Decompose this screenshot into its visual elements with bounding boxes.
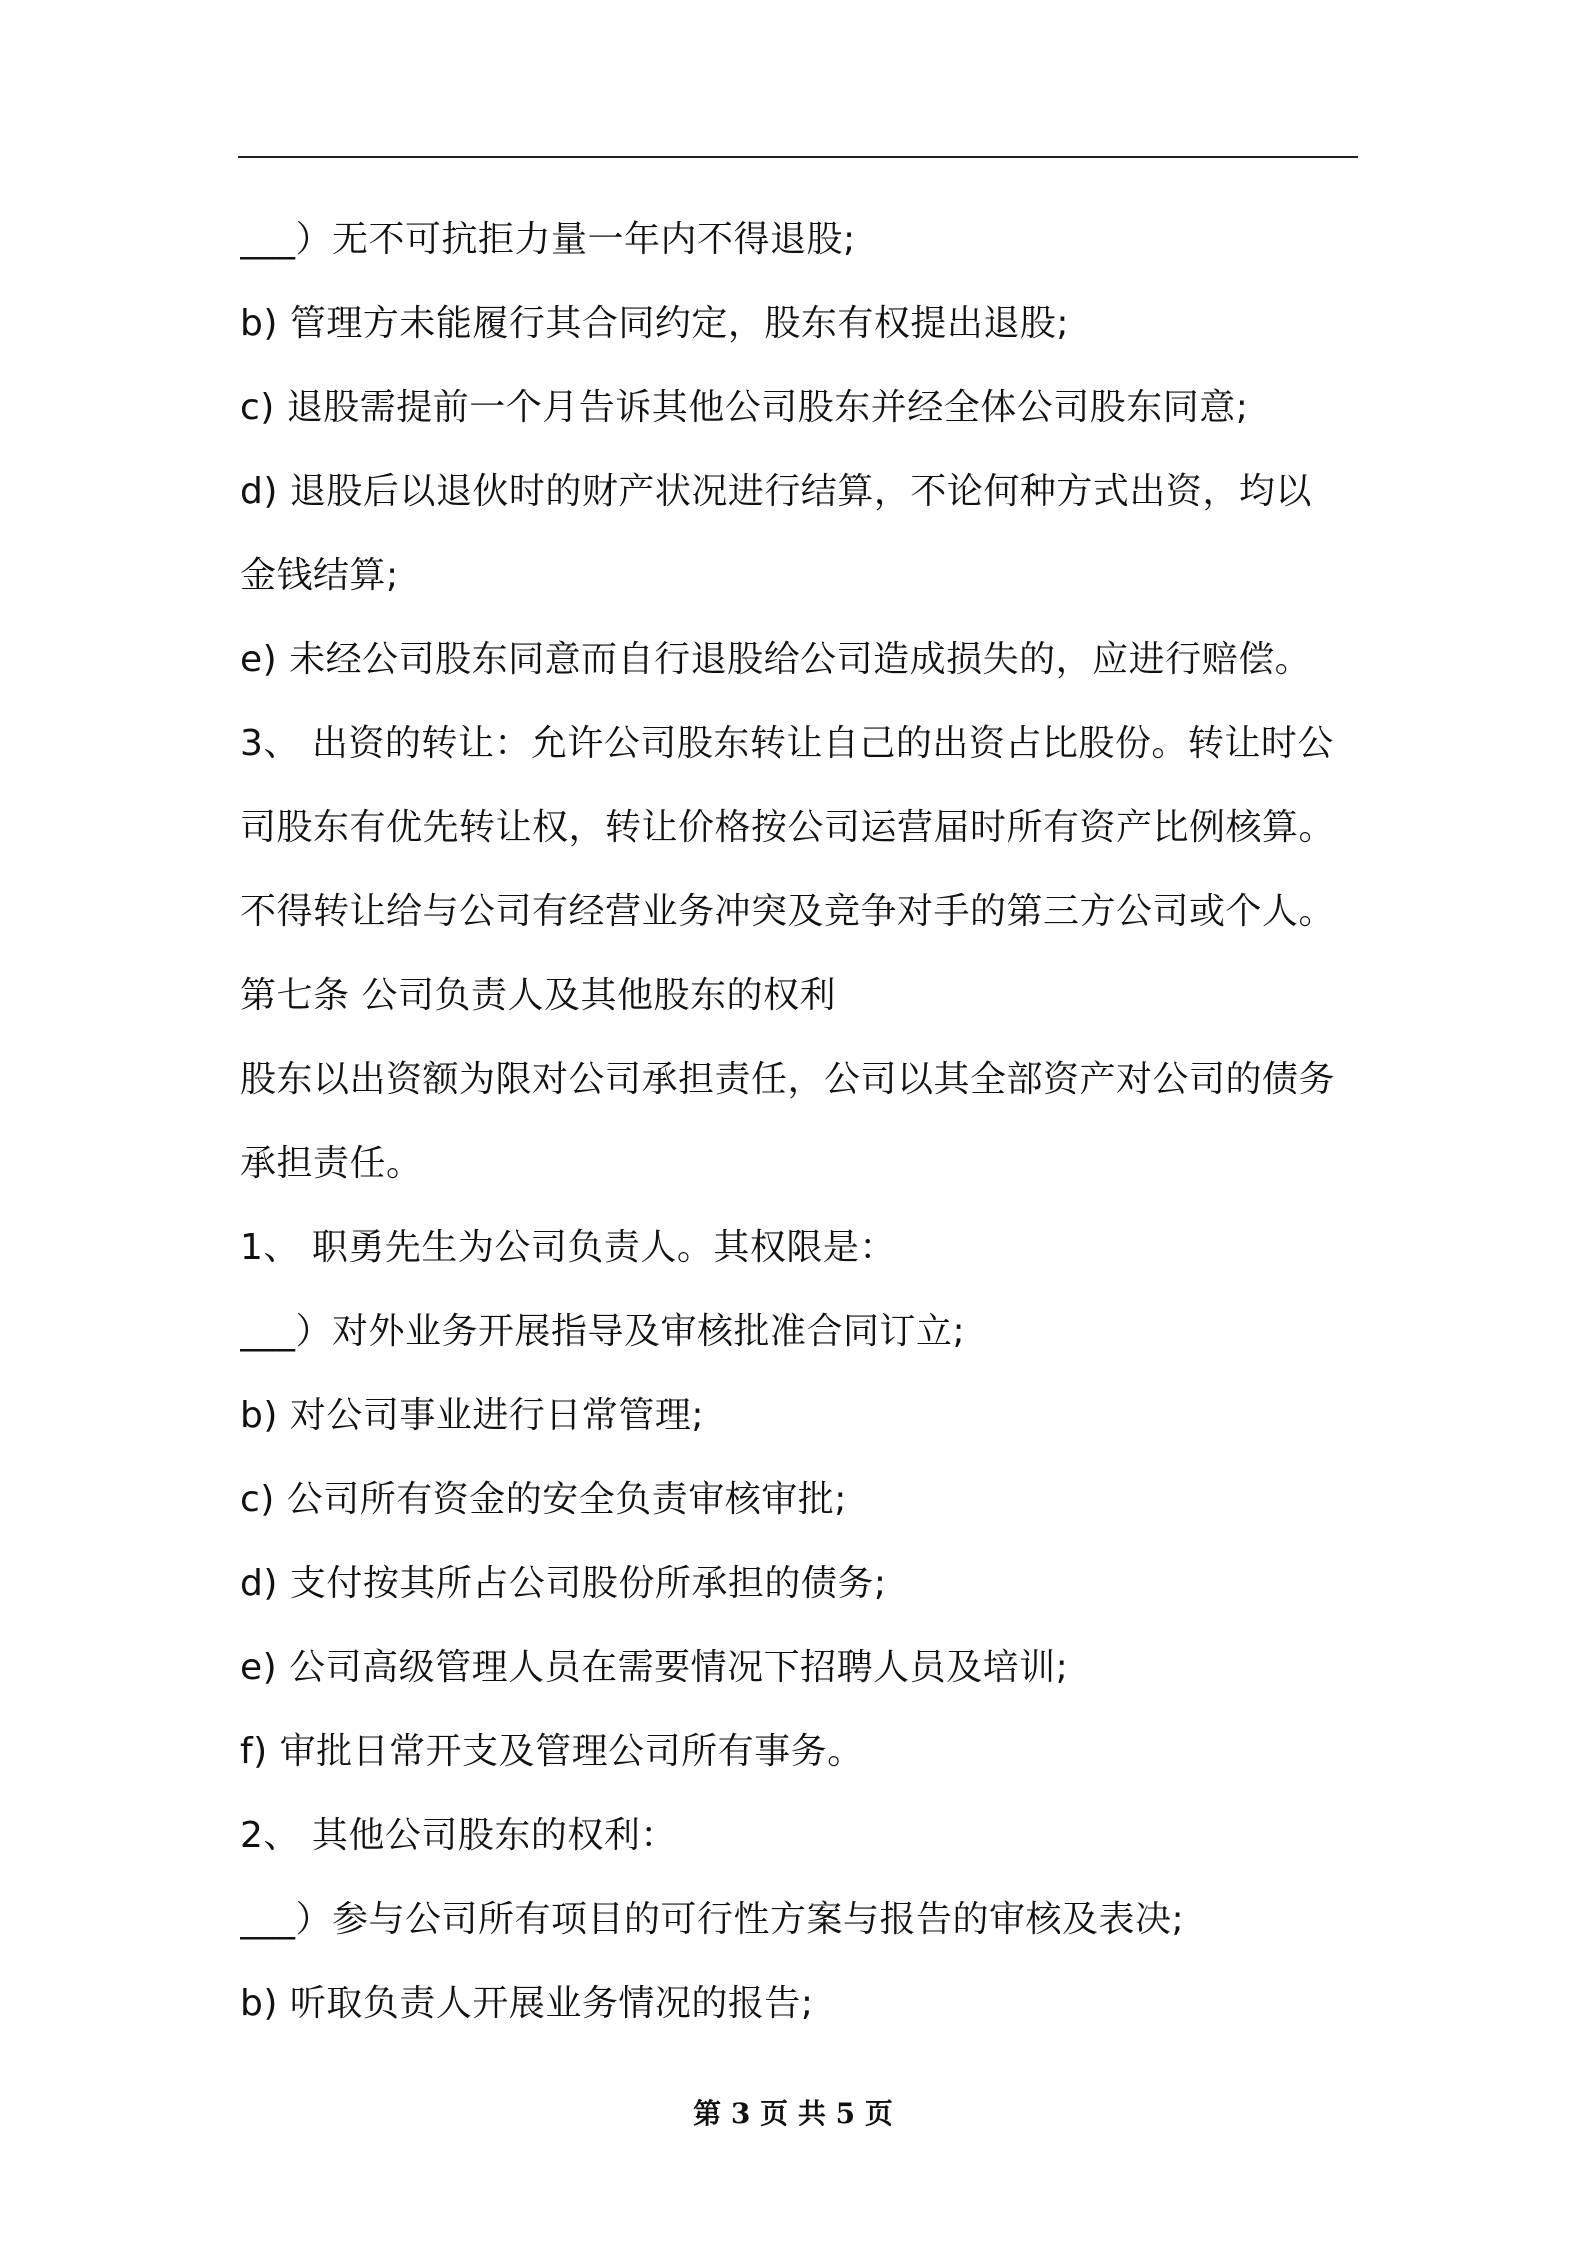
text-line-8: 司股东有优先转让权，转让价格按公司运营届时所有资产比例核算。: [240, 807, 1336, 848]
text-line-20: 2、 其他公司股东的权利：: [240, 1815, 677, 1856]
text-line-3: c) 退股需提前一个月告诉其他公司股东并经全体公司股东同意;: [240, 387, 1249, 428]
header-rule: [238, 156, 1358, 158]
text-line-17: d) 支付按其所占公司股份所承担的债务;: [240, 1563, 887, 1604]
text-line-14: ___）对外业务开展指导及审核批准合同订立;: [240, 1311, 966, 1352]
text-line-7: 3、 出资的转让：允许公司股东转让自己的出资占比股份。转让时公: [240, 723, 1334, 764]
text-line-5: 金钱结算;: [240, 555, 399, 596]
text-line-19: f) 审批日常开支及管理公司所有事务。: [240, 1731, 864, 1772]
text-line-4: d) 退股后以退伙时的财产状况进行结算，不论何种方式出资，均以: [240, 471, 1312, 512]
text-line-11: 股东以出资额为限对公司承担责任，公司以其全部资产对公司的债务: [240, 1059, 1336, 1100]
text-line-16: c) 公司所有资金的安全负责审核审批;: [240, 1479, 847, 1520]
text-line-6: e) 未经公司股东同意而自行退股给公司造成损失的，应进行赔偿。: [240, 639, 1312, 680]
text-line-12: 承担责任。: [240, 1143, 423, 1184]
document-body: [240, 198, 1360, 2046]
text-line-9: 不得转让给与公司有经营业务冲突及竞争对手的第三方公司或个人。: [240, 891, 1336, 932]
text-line-2: b) 管理方未能履行其合同约定，股东有权提出退股;: [240, 303, 1069, 344]
text-line-21: ___）参与公司所有项目的可行性方案与报告的审核及表决;: [240, 1899, 1185, 1940]
page-number-footer: 第 3 页 共 5 页: [693, 2097, 893, 2130]
text-line-22: b) 听取负责人开展业务情况的报告;: [240, 1983, 814, 2024]
section-heading-article-7: 第七条 公司负责人及其他股东的权利: [240, 975, 836, 1016]
text-line-1: ___）无不可抗拒力量一年内不得退股;: [240, 219, 856, 260]
text-line-18: e) 公司高级管理人员在需要情况下招聘人员及培训;: [240, 1647, 1069, 1688]
text-line-15: b) 对公司事业进行日常管理;: [240, 1395, 704, 1436]
text-line-13: 1、 职勇先生为公司负责人。其权限是：: [240, 1227, 896, 1268]
